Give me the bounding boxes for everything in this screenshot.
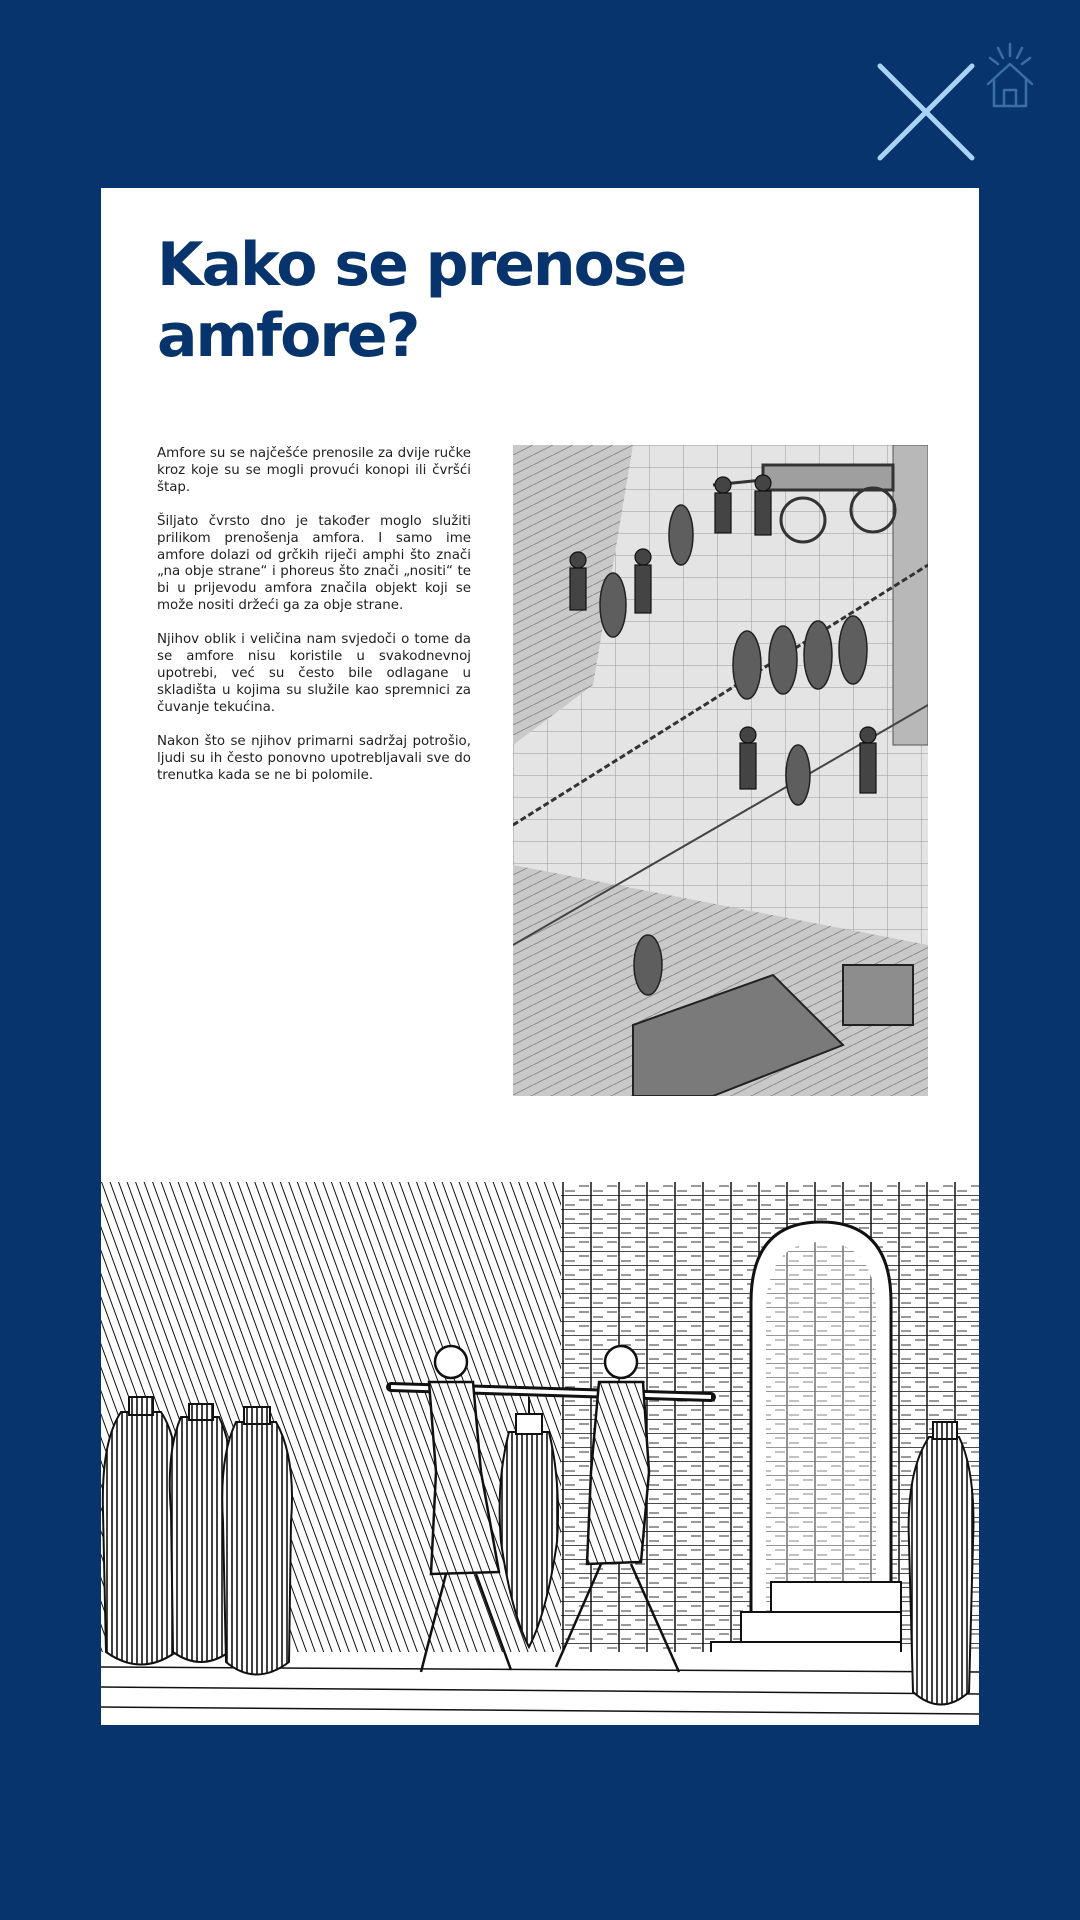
close-icon bbox=[876, 62, 976, 162]
paragraph: Njihov oblik i veličina nam svjedoči o tome da se amfore nisu koristile u svakodnevnoj upotrebi, već su često bile odlagane u skladišta u kojima su služile kao spremnici za čuvanje tekućina. bbox=[157, 632, 471, 715]
panel-title: Kako se prenose amfore? bbox=[157, 230, 686, 371]
paragraph: Nakon što se njihov primarni sadržaj potrošio, ljudi su ih često ponovno upotrebljavali sve do trenutka kada se ne bi polomile. bbox=[157, 733, 471, 783]
home-button[interactable] bbox=[980, 40, 1040, 112]
paragraph: Amfore su se najčešće prenosile za dvije ručke kroz koje su se mogli provući konopi ili čvršći štap. bbox=[157, 446, 471, 495]
amphora-carriers-illustration bbox=[101, 1182, 979, 1725]
close-button[interactable] bbox=[876, 62, 976, 162]
harbour-illustration bbox=[513, 445, 928, 1096]
panel-body-text bbox=[157, 446, 471, 801]
home-icon bbox=[980, 40, 1040, 112]
paragraph: Šiljato čvrsto dno je također moglo služiti prilikom prenošenja amfora. I samo ime amfore dolazi od grčkih riječi amphi što znači „na obje strane“ i phoreus što znači „nositi“ te bi u prijevodu amfora značila objekt koji se može nositi držeći ga za obje strane. bbox=[157, 513, 471, 614]
content-panel bbox=[101, 188, 979, 1725]
